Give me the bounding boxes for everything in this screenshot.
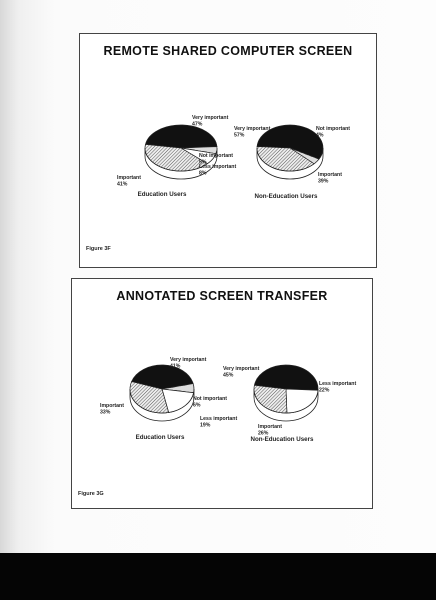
figure-3f-panel <box>79 33 377 268</box>
pie-0-0-value-2: 8% <box>199 170 207 177</box>
pie-1-0-value-0: 41% <box>170 363 181 370</box>
pie-0-1-label-0: Very important <box>234 126 271 132</box>
figure-3g-label: Figure 3G <box>78 491 104 497</box>
pie-0-0-label-1: Not important <box>199 153 234 159</box>
pie-1-1-title: Non-Education Users <box>250 436 314 443</box>
pie-1-0-value-1: 6% <box>193 402 201 409</box>
pie-0-0-value-1: 5% <box>199 159 207 166</box>
pie-1-1-value-0: 45% <box>223 372 234 379</box>
pie-1-0-label-3: Important <box>100 403 124 409</box>
pie-0-0-title: Education Users <box>137 191 187 198</box>
pie-0-0-label-0: Very important <box>192 115 229 121</box>
pie-1-0-value-3: 33% <box>100 409 111 416</box>
pie-1-0-label-2: Less important <box>200 416 238 422</box>
pie-1-1-label-1: Less important <box>319 381 357 387</box>
pie-0-0-label-3: Important <box>117 175 141 181</box>
figure-3g-charts <box>72 279 372 508</box>
pie-0-1-value-0: 57% <box>234 132 245 139</box>
figure-3f-label: Figure 3F <box>86 246 111 252</box>
pie-1-0-label-0: Very important <box>170 357 207 363</box>
pie-1-1-label-0: Very important <box>223 366 260 372</box>
pie-1-0-value-2: 19% <box>200 422 211 429</box>
pie-0-0-value-0: 47% <box>192 121 203 128</box>
pie-0-1-value-1: 4% <box>316 132 324 139</box>
figure-3g-title: ANNOTATED SCREEN TRANSFER <box>116 289 328 303</box>
pie-0-1-label-2: Important <box>318 172 342 178</box>
pie-0-1-title: Non-Education Users <box>254 193 318 200</box>
pie-0-1-label-1: Not important <box>316 126 351 132</box>
pie-1-1-value-2: 26% <box>258 430 269 437</box>
figure-3f-charts <box>80 34 376 267</box>
pie-1-1-label-2: Important <box>258 424 282 430</box>
pie-1-0-label-1: Not important <box>193 396 228 402</box>
pie-0-0-label-2: Less important <box>199 164 237 170</box>
figure-3f-title: REMOTE SHARED COMPUTER SCREEN <box>103 44 353 58</box>
figure-3g-panel <box>71 278 373 509</box>
pie-0-1-value-2: 39% <box>318 178 329 185</box>
scan-border <box>0 553 436 600</box>
pie-1-0-title: Education Users <box>135 434 185 441</box>
pie-0-0-slice-very-important <box>145 125 216 148</box>
pie-1-1-value-1: 22% <box>319 387 330 394</box>
pie-0-0-value-3: 41% <box>117 181 128 188</box>
